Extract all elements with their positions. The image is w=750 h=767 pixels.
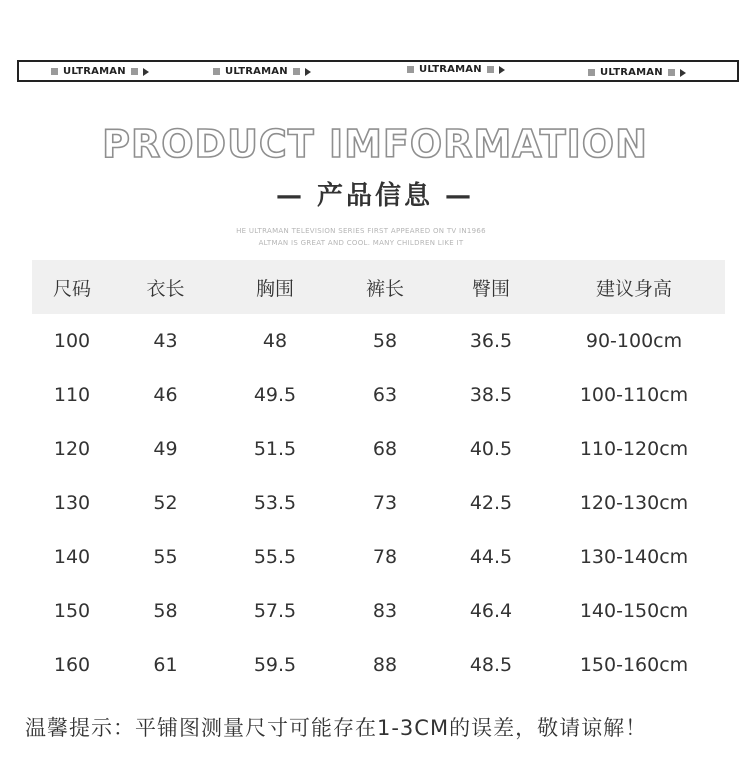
measurement-note: 温馨提示：平铺图测量尺寸可能存在1-3CM的误差，敬请谅解！ <box>25 716 648 740</box>
play-arrow-icon <box>305 68 311 76</box>
table-row <box>32 530 725 584</box>
table-row <box>32 314 725 368</box>
cell-length: 55 <box>153 546 178 568</box>
subtitle-line-1: HE ULTRAMAN TELEVISION SERIES FIRST APPEARED ON TV IN1966 <box>236 227 486 235</box>
cell-size: 120 <box>53 438 91 460</box>
square-icon <box>51 68 58 75</box>
table-row <box>32 638 725 692</box>
cell-size: 100 <box>53 330 91 352</box>
cell-chest: 49.5 <box>253 384 297 406</box>
cell-size: 140 <box>53 546 91 568</box>
cell-height: 120-130cm <box>579 492 689 514</box>
cell-hip: 44.5 <box>469 546 513 568</box>
cell-height: 90-100cm <box>585 330 683 352</box>
cell-chest: 53.5 <box>253 492 297 514</box>
header-length: 衣长 <box>146 277 185 300</box>
cell-pants-length: 58 <box>372 330 398 352</box>
cell-height: 140-150cm <box>579 600 689 622</box>
cell-length: 49 <box>153 438 178 460</box>
banner-brand-label: ULTRAMAN <box>63 66 126 77</box>
table-row <box>32 476 725 530</box>
cell-size: 160 <box>53 654 91 676</box>
square-icon <box>213 68 220 75</box>
square-icon <box>293 68 300 75</box>
header-hip: 臀围 <box>471 277 510 300</box>
cell-hip: 48.5 <box>469 654 513 676</box>
square-icon <box>131 68 138 75</box>
cell-chest: 55.5 <box>253 546 297 568</box>
table-row <box>32 368 725 422</box>
cell-pants-length: 88 <box>372 654 398 676</box>
square-icon <box>487 66 494 73</box>
square-icon <box>588 69 595 76</box>
cell-pants-length: 83 <box>372 600 398 622</box>
page-title-english: PRODUCT IMFORMATION <box>102 122 648 166</box>
header-size: 尺码 <box>52 277 91 300</box>
header-chest: 胸围 <box>255 277 294 300</box>
cell-size: 110 <box>53 384 91 406</box>
cell-chest: 48 <box>262 330 288 352</box>
banner-brand-label: ULTRAMAN <box>600 67 663 78</box>
banner-brand-item <box>51 66 149 77</box>
size-table <box>32 260 725 692</box>
cell-length: 61 <box>153 654 178 676</box>
cell-height: 110-120cm <box>579 438 689 460</box>
cell-hip: 42.5 <box>469 492 513 514</box>
cell-height: 100-110cm <box>579 384 689 406</box>
cell-size: 150 <box>53 600 91 622</box>
top-banner <box>17 60 739 82</box>
play-arrow-icon <box>680 69 686 77</box>
banner-brand-label: ULTRAMAN <box>419 64 482 75</box>
cell-chest: 51.5 <box>253 438 297 460</box>
cell-pants-length: 63 <box>372 384 398 406</box>
cell-hip: 38.5 <box>469 384 513 406</box>
cell-pants-length: 68 <box>372 438 398 460</box>
header-height: 建议身高 <box>595 277 672 300</box>
banner-brand-item <box>588 67 686 78</box>
cell-pants-length: 73 <box>372 492 398 514</box>
table-row <box>32 584 725 638</box>
square-icon <box>668 69 675 76</box>
cell-hip: 36.5 <box>469 330 513 352</box>
cell-length: 43 <box>153 330 178 352</box>
table-header-row <box>32 260 725 314</box>
cell-length: 52 <box>153 492 178 514</box>
banner-brand-label: ULTRAMAN <box>225 66 288 77</box>
play-arrow-icon <box>143 68 149 76</box>
banner-brand-item <box>213 66 311 77</box>
page-title-chinese: — 产品信息 — <box>275 181 475 211</box>
cell-size: 130 <box>53 492 91 514</box>
cell-pants-length: 78 <box>372 546 398 568</box>
play-arrow-icon <box>499 66 505 74</box>
cell-length: 58 <box>153 600 178 622</box>
cell-chest: 59.5 <box>253 654 297 676</box>
cell-chest: 57.5 <box>253 600 297 622</box>
banner-brand-item <box>407 64 505 75</box>
table-row <box>32 422 725 476</box>
cell-hip: 40.5 <box>469 438 513 460</box>
cell-hip: 46.4 <box>469 600 513 622</box>
subtitle-line-2: ALTMAN IS GREAT AND COOL. MANY CHILDREN LIKE IT <box>258 239 464 247</box>
square-icon <box>407 66 414 73</box>
cell-length: 46 <box>153 384 178 406</box>
cell-height: 130-140cm <box>579 546 689 568</box>
cell-height: 150-160cm <box>579 654 689 676</box>
header-pants-length: 裤长 <box>365 277 404 300</box>
